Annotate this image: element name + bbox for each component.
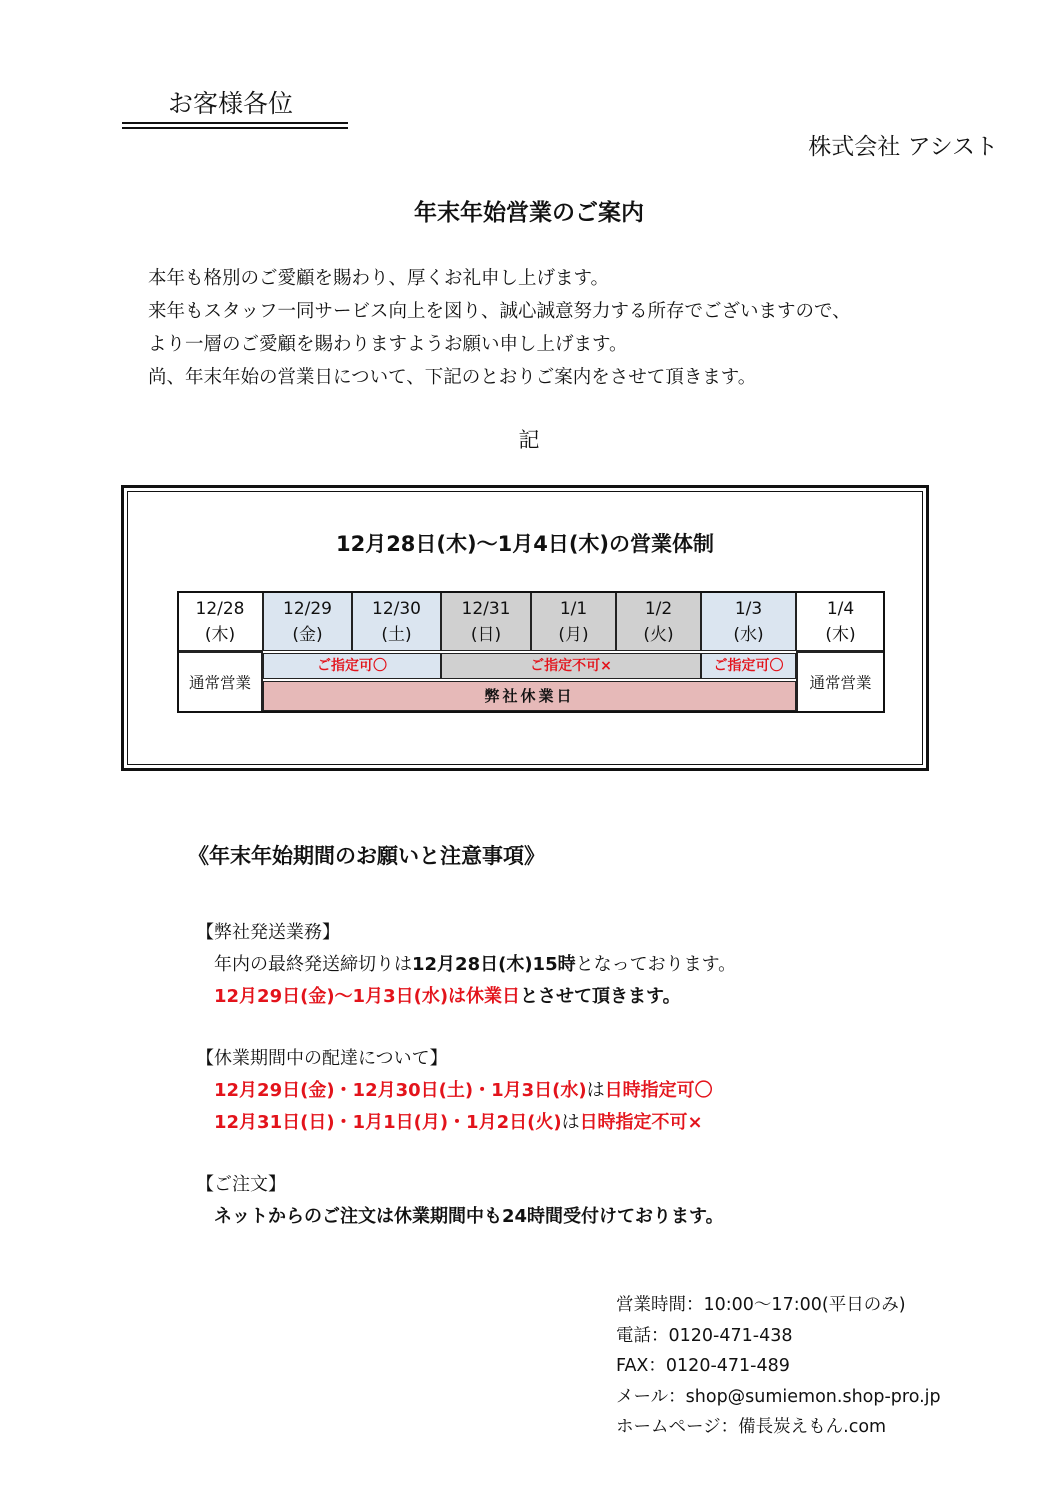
day-date: 12/30 bbox=[372, 599, 421, 619]
day-weekday: (火) bbox=[643, 625, 674, 645]
delivery-heading: 【休業期間中の配達について】 bbox=[196, 1048, 448, 1069]
day-cell bbox=[352, 591, 441, 651]
day-date: 1/1 bbox=[559, 599, 588, 619]
closed-day-cell: 弊社休業日 bbox=[263, 681, 796, 711]
day-cell bbox=[701, 591, 796, 651]
recipient-underline bbox=[122, 122, 348, 129]
greeting-line: 尚、年末年始の営業日について、下記のとおりご案内をさせて頂きます。 bbox=[148, 367, 757, 388]
status-ok-cell: ご指定可〇 bbox=[701, 653, 796, 679]
greeting-text bbox=[148, 262, 851, 394]
greeting-line: 来年もスタッフ一同サービス向上を図り、誠心誠意努力する所存でございますので、 bbox=[148, 301, 851, 322]
schedule-box-inner bbox=[127, 491, 923, 765]
schedule-title: 12月28日(木)～1月4日(木)の営業体制 bbox=[335, 532, 715, 556]
delivery-line-1 bbox=[214, 1076, 713, 1102]
shipping-line-2 bbox=[214, 982, 681, 1008]
text-segment: は bbox=[561, 1112, 580, 1133]
text-segment: 12月28日(木)15時 bbox=[412, 954, 576, 975]
ki-marker: 記 bbox=[518, 428, 540, 452]
greeting-line: 本年も格別のご愛顧を賜わり、厚くお礼申し上げます。 bbox=[148, 268, 610, 289]
day-cell bbox=[616, 591, 701, 651]
day-date: 12/29 bbox=[283, 599, 332, 619]
day-cell bbox=[796, 591, 885, 651]
day-weekday: (金) bbox=[292, 625, 323, 645]
day-weekday: (土) bbox=[381, 625, 412, 645]
status-ng-cell: ご指定不可× bbox=[441, 653, 701, 679]
text-segment: となっております。 bbox=[575, 954, 737, 975]
day-weekday: (木) bbox=[825, 625, 856, 645]
day-date: 1/2 bbox=[644, 599, 673, 619]
normal-business-left: 通常営業 bbox=[177, 651, 263, 713]
day-cell bbox=[177, 591, 263, 651]
text-segment: 日時指定不可× bbox=[579, 1112, 703, 1133]
business-hours: 営業時間：10:00～17:00(平日のみ) bbox=[616, 1295, 906, 1315]
shipping-heading: 【弊社発送業務】 bbox=[196, 922, 340, 943]
text-segment: 12月29日(金)・12月30日(土)・1月3日(水) bbox=[214, 1080, 587, 1101]
day-date: 1/4 bbox=[826, 599, 855, 619]
day-weekday: (日) bbox=[470, 625, 502, 645]
day-weekday: (月) bbox=[558, 625, 589, 645]
contact-info bbox=[616, 1290, 941, 1443]
text-segment: 12月29日(金)～1月3日(水)は休業日 bbox=[214, 986, 521, 1007]
text-segment: は bbox=[586, 1080, 605, 1101]
day-date: 12/28 bbox=[195, 599, 245, 619]
order-line-1: ネットからのご注文は休業期間中も24時間受付けております。 bbox=[214, 1206, 724, 1227]
fax-number: FAX：0120-471-489 bbox=[616, 1356, 790, 1376]
day-cell bbox=[441, 591, 531, 651]
status-ok-cell: ご指定可〇 bbox=[263, 653, 441, 679]
phone-number: 電話：0120-471-438 bbox=[616, 1325, 793, 1346]
day-date: 1/3 bbox=[734, 599, 763, 619]
day-date: 12/31 bbox=[461, 599, 511, 619]
greeting-line: より一層のご愛顧を賜わりますようお願い申し上げます。 bbox=[148, 334, 628, 355]
delivery-line-2 bbox=[214, 1108, 703, 1134]
company-name: 株式会社 アシスト bbox=[808, 134, 998, 160]
shipping-line-1 bbox=[214, 950, 736, 976]
day-cell bbox=[263, 591, 352, 651]
notes-heading: 《年末年始期間のお願いと注意事項》 bbox=[188, 844, 545, 868]
day-cell bbox=[531, 591, 616, 651]
schedule-table bbox=[177, 591, 885, 713]
day-weekday: (木) bbox=[204, 625, 236, 645]
order-heading: 【ご注文】 bbox=[196, 1174, 286, 1195]
homepage: ホームページ：備長炭えもん.com bbox=[616, 1417, 887, 1437]
schedule-box bbox=[121, 485, 929, 771]
page-title: 年末年始営業のご案内 bbox=[414, 200, 644, 226]
email-address: メール：shop@sumiemon.shop-pro.jp bbox=[616, 1386, 941, 1407]
text-segment: 年内の最終発送締切りは bbox=[214, 954, 412, 975]
text-segment: 12月31日(日)・1月1日(月)・1月2日(火) bbox=[214, 1112, 562, 1133]
day-weekday: (水) bbox=[733, 625, 764, 645]
text-segment: 日時指定可〇 bbox=[604, 1080, 713, 1101]
recipient: お客様各位 bbox=[168, 89, 294, 118]
text-segment: とさせて頂きます。 bbox=[520, 986, 681, 1007]
normal-business-right: 通常営業 bbox=[796, 651, 885, 713]
